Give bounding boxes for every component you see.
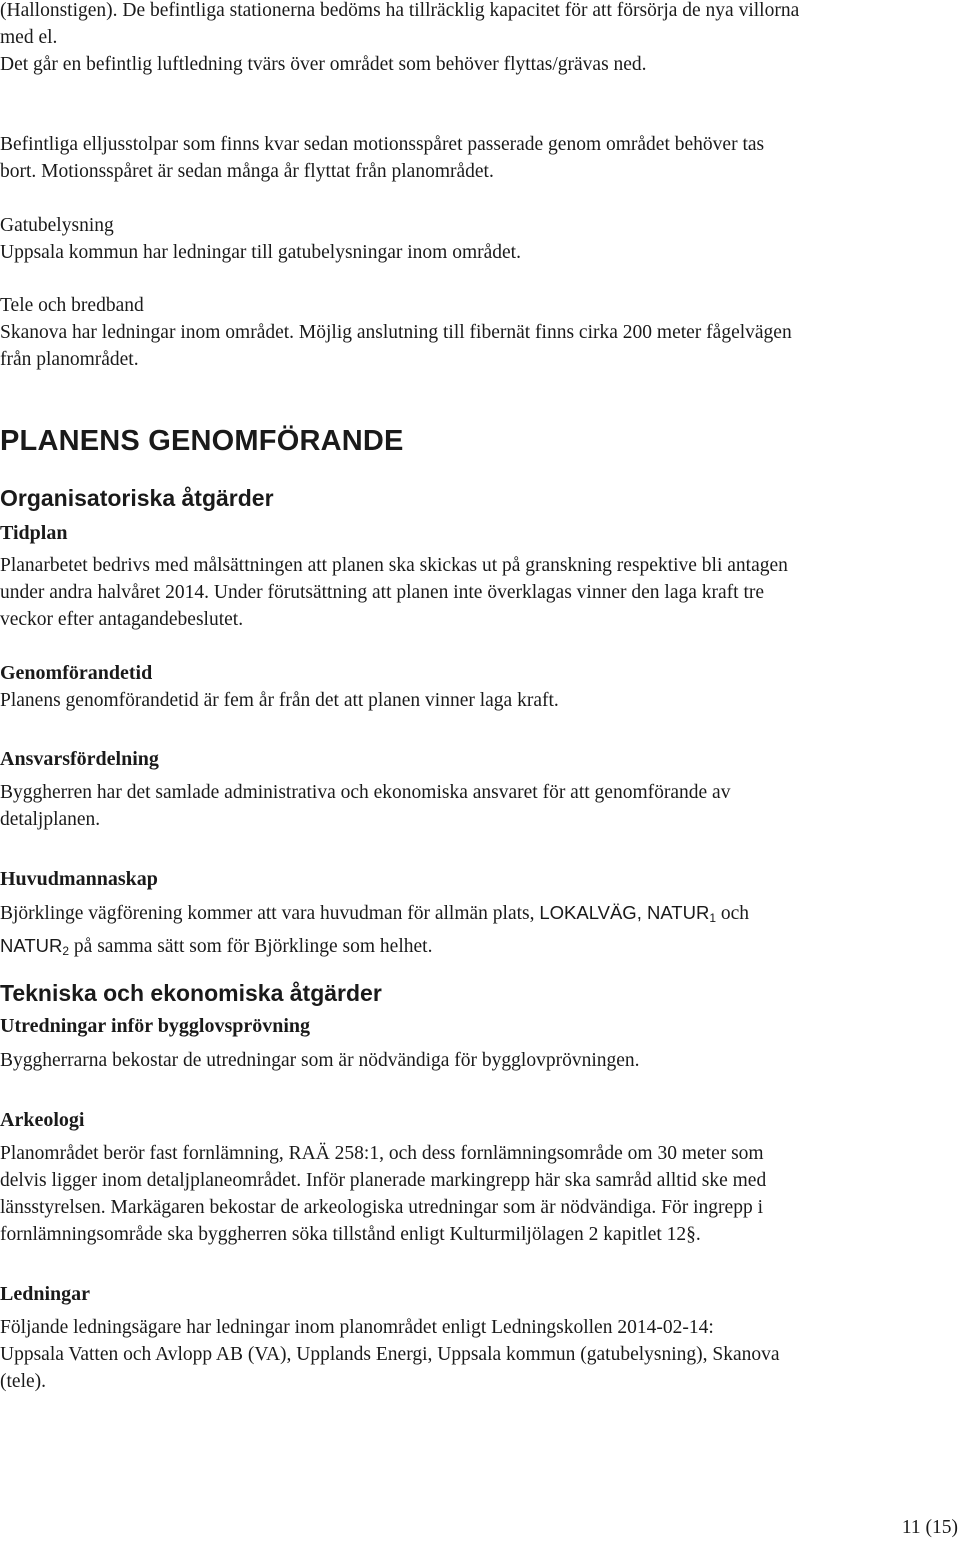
text-line: länsstyrelsen. Markägaren bekostar de arkeologiska utredningar som är nödvändiga. För ingrepp i bbox=[0, 1197, 763, 1218]
text-line: Följande ledningsägare har ledningar inom planområdet enligt Ledningskollen 2014-02-14: bbox=[0, 1317, 714, 1338]
huvudmannaskap-heading: Huvudmannaskap bbox=[0, 868, 158, 890]
text-line bbox=[0, 899, 945, 932]
page-number: 11 (15) bbox=[901, 1517, 958, 1538]
text-fragment: på samma sätt som för Björklinge som helhet. bbox=[69, 936, 433, 957]
text-line: Byggherrarna bekostar de utredningar som är nödvändiga för bygglovprövningen. bbox=[0, 1050, 640, 1071]
zone-code-subscript: 2 bbox=[62, 944, 70, 958]
ledningar-text bbox=[0, 1314, 945, 1395]
zone-code-natur-2: NATUR bbox=[0, 935, 63, 956]
gatubelysning-section bbox=[0, 212, 945, 266]
text-line: delvis ligger inom detaljplaneområdet. Inför planerade markingrepp här ska samråd alltid ske med bbox=[0, 1170, 767, 1191]
intro-paragraph-1 bbox=[0, 0, 945, 51]
intro-paragraph-3 bbox=[0, 131, 945, 185]
text-line: detaljplanen. bbox=[0, 809, 101, 830]
text-line: Byggherren har det samlade administrativa och ekonomiska ansvaret för att genomförande av bbox=[0, 782, 731, 803]
zone-code-lokalvag: LOKALVÄG bbox=[539, 902, 637, 923]
text-line: bort. Motionsspåret är sedan många år flyttat från planområdet. bbox=[0, 161, 494, 182]
tidplan-heading: Tidplan bbox=[0, 522, 68, 544]
section-title-planens-genomforande: PLANENS GENOMFÖRANDE bbox=[0, 425, 404, 457]
text-line: från planområdet. bbox=[0, 349, 139, 370]
text-line: Planarbetet bedrivs med målsättningen att planen ska skickas ut på granskning respektive bli antagen bbox=[0, 555, 788, 576]
text-line: Det går en befintlig luftledning tvärs över området som behöver flyttas/grävas ned. bbox=[0, 54, 647, 75]
subsection-title-organisatoriska: Organisatoriska åtgärder bbox=[0, 485, 274, 511]
ansvarsfordelning-heading: Ansvarsfördelning bbox=[0, 748, 159, 770]
text-line: fornlämningsområde ska byggherren söka tillstånd enligt Kulturmiljölagen 2 kapitlet 12§. bbox=[0, 1224, 701, 1245]
text-line: under andra halvåret 2014. Under förutsättning att planen inte överklagas vinner den laga kraft tre bbox=[0, 582, 765, 603]
tele-heading: Tele och bredband bbox=[0, 295, 144, 316]
text-line bbox=[0, 932, 945, 965]
text-line: Planområdet berör fast fornlämning, RAÄ 258:1, och dess fornlämningsområde om 30 meter som bbox=[0, 1143, 764, 1164]
text-line: (tele). bbox=[0, 1371, 47, 1392]
utredningar-heading: Utredningar inför bygglovsprövning bbox=[0, 1015, 311, 1037]
text-line: Befintliga elljusstolpar som finns kvar sedan motionsspåret passerade genom området behöver tas bbox=[0, 134, 765, 155]
text-fragment: Björklinge vägförening kommer att vara huvudman för allmän plats, bbox=[0, 903, 540, 924]
text-fragment: och bbox=[716, 903, 750, 924]
gatubelysning-text: Uppsala kommun har ledningar till gatubelysningar inom området. bbox=[0, 242, 521, 263]
ansvarsfordelning-text bbox=[0, 779, 945, 833]
text-line: Uppsala Vatten och Avlopp AB (VA), Upplands Energi, Uppsala kommun (gatubelysning), Skanova bbox=[0, 1344, 780, 1365]
ledningar-heading: Ledningar bbox=[0, 1283, 91, 1305]
text-fragment: , bbox=[636, 902, 647, 923]
zone-code-natur-1: NATUR bbox=[646, 902, 710, 923]
gatubelysning-heading: Gatubelysning bbox=[0, 215, 114, 236]
subsection-title-tekniska: Tekniska och ekonomiska åtgärder bbox=[0, 980, 382, 1006]
huvudmannaskap-text bbox=[0, 899, 945, 965]
tidplan-text bbox=[0, 552, 945, 633]
genomforandetid-heading: Genomförandetid bbox=[0, 662, 153, 684]
text-line: veckor efter antagandebeslutet. bbox=[0, 609, 244, 630]
intro-paragraph-2 bbox=[0, 51, 945, 78]
text-line: Planens genomförandetid är fem år från det att planen vinner laga kraft. bbox=[0, 690, 559, 711]
text-line: Skanova har ledningar inom området. Möjlig anslutning till fibernät finns cirka 200 meter fågelvägen bbox=[0, 322, 792, 343]
text-line: med el. bbox=[0, 27, 58, 48]
zone-code-subscript: 1 bbox=[709, 911, 717, 925]
genomforandetid-text bbox=[0, 687, 945, 714]
text-line: (Hallonstigen). De befintliga stationerna bedöms ha tillräcklig kapacitet för att försörja de nya villorna bbox=[0, 0, 800, 21]
arkeologi-heading: Arkeologi bbox=[0, 1109, 85, 1131]
tele-section bbox=[0, 292, 945, 373]
arkeologi-text bbox=[0, 1140, 945, 1248]
utredningar-text bbox=[0, 1047, 945, 1074]
